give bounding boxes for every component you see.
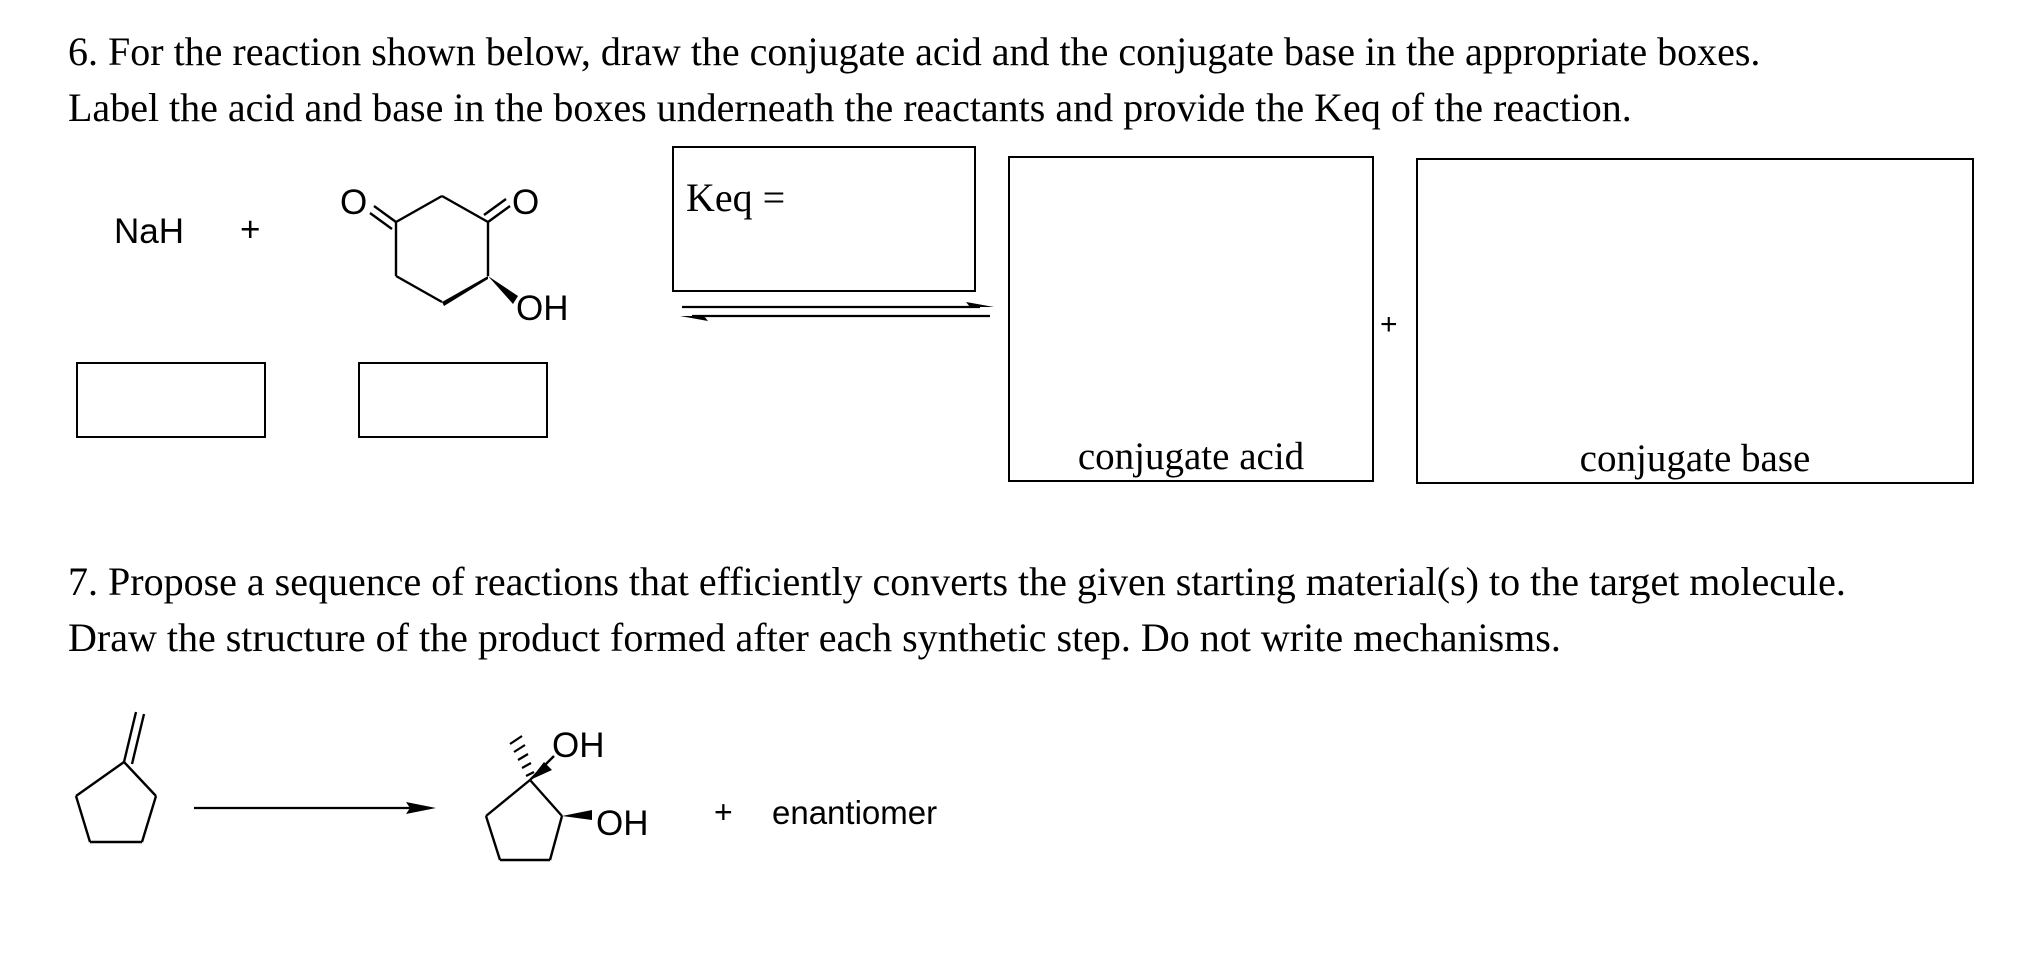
wedge-bond-oh [488,276,518,304]
wedge-bond-right-oh [562,810,592,820]
synthesis-arrow[interactable] [192,796,442,820]
conjugate-acid-box[interactable] [1008,156,1374,482]
target-oh-top: OH [552,726,605,765]
question-7-line-1: 7. Propose a sequence of reactions that efficiently converts the given starting material(s) to the target molecule. [68,559,1846,604]
hashed-methyl-bond [510,736,534,776]
reagent-label-box[interactable] [76,362,266,438]
hydroxyl-label: OH [516,289,569,328]
reagent-nah: NaH [114,212,185,251]
target-plus-sign: + [714,794,733,830]
keto-oxygen-left: O [340,183,368,222]
starting-material-methylenecyclopentane [60,700,180,860]
enantiomer-label: enantiomer [772,794,938,831]
product-plus-sign: + [1380,308,1398,341]
ring-bond [396,196,442,222]
conjugate-base-box[interactable] [1416,158,1974,484]
reactant-label-box[interactable] [358,362,548,438]
question-7-line-2: Draw the structure of the product formed after each synthetic step. Do not write mechanisms. [68,615,1561,660]
conjugate-base-label: conjugate base [1579,437,1811,480]
ring-bond-lower [442,276,488,306]
wedge-bond-top [530,762,552,780]
keto-oxygen-right: O [512,183,540,222]
reactant-diketone-structure [320,170,580,330]
question-6-line-2: Label the acid and base in the boxes underneath the reactants and provide the Keq of the reaction. [68,85,1632,130]
conjugate-acid-label: conjugate acid [1077,435,1305,478]
target-oh-right: OH [596,804,649,843]
keq-box[interactable] [672,146,976,292]
ring-bond [396,276,442,302]
reactant-plus-sign: + [240,210,261,249]
equilibrium-arrows [678,294,998,330]
keq-label: Keq = [686,175,786,220]
question-6-line-1: 6. For the reaction shown below, draw the conjugate acid and the conjugate base in the appropriate boxes. [68,29,1761,74]
ring-bond [442,196,488,222]
